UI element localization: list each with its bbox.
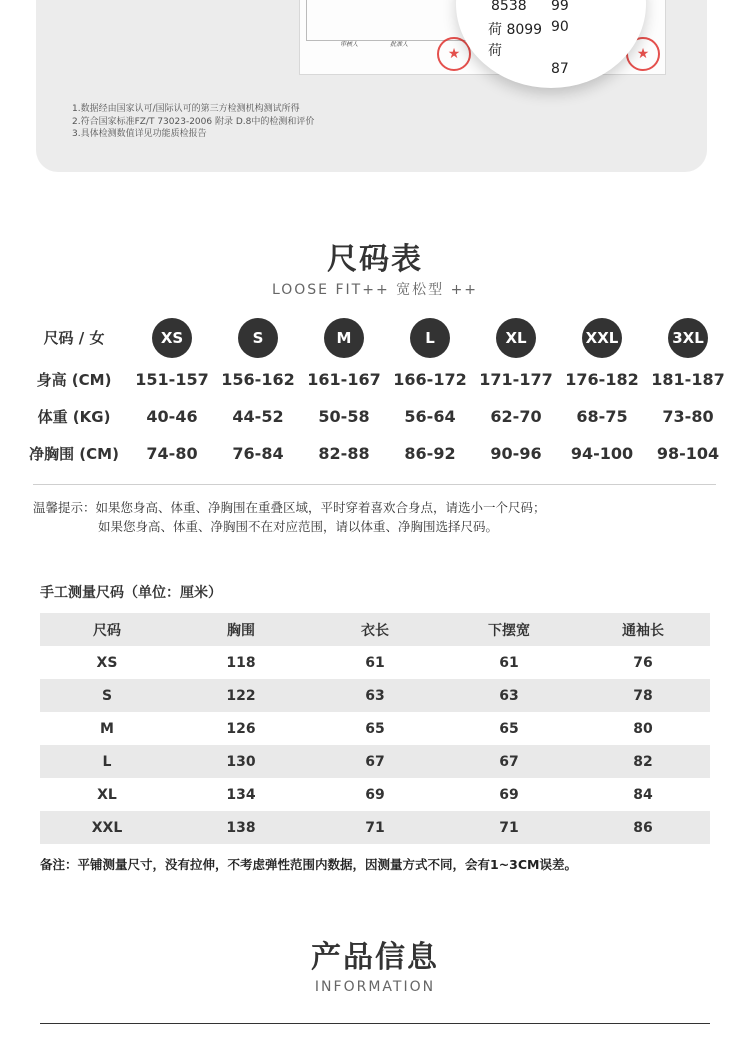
size-badge-s: S: [238, 318, 278, 358]
magnifier-value: 90: [551, 19, 569, 35]
table-row: [40, 646, 710, 679]
magnifier-value: 8538: [491, 0, 527, 14]
measure-table-title: 手工测量尺码（单位：厘米）: [40, 585, 222, 601]
size-row-weight: [20, 397, 730, 437]
table-cell: 80: [633, 720, 653, 737]
table-cell: 65: [365, 720, 385, 737]
report-signature-2: 批准人: [390, 41, 409, 48]
table-cell: 67: [365, 753, 385, 770]
size-badge-xl: XL: [496, 318, 536, 358]
section-divider: [33, 484, 716, 485]
table-header-row: [40, 613, 710, 646]
measure-note: 备注：平铺测量尺寸，没有拉伸，不考虑弹性范围内数据，因测量方式不同，会有1~3CM误差。: [40, 857, 577, 872]
tip-line: 如果您身高、体重、净胸围不在对应范围，请以体重、净胸围选择尺码。: [98, 519, 499, 534]
table-cell: 63: [499, 687, 519, 704]
table-cell: 78: [633, 687, 653, 704]
size-cell: 98-104: [656, 444, 720, 463]
size-chart-subtitle: LOOSE FIT++ 宽松型 ++: [271, 282, 479, 298]
size-cell: 44-52: [232, 407, 284, 426]
row-label: 体重 (KG): [37, 408, 111, 426]
magnifier-value: 99: [551, 0, 569, 14]
magnifier-value: 87: [551, 61, 569, 77]
size-cell: 82-88: [318, 444, 370, 463]
column-header: 下摆宽: [488, 622, 530, 639]
size-cell: 176-182: [565, 370, 639, 389]
report-notes: [72, 103, 314, 141]
size-cell: 86-92: [404, 444, 456, 463]
size-cell: 171-177: [479, 370, 553, 389]
size-cell: 62-70: [490, 407, 542, 426]
table-cell: L: [102, 753, 112, 770]
magnifier-value: 荷: [488, 43, 502, 59]
official-stamp-icon-2: ★: [626, 37, 660, 71]
table-cell: 126: [226, 720, 256, 737]
table-cell: XXL: [91, 819, 123, 836]
size-cell: 56-64: [404, 407, 456, 426]
report-note: 2.符合国家标准FZ/T 73023-2006 附录 D.8中的检测和评价: [72, 116, 315, 127]
size-row-height: [20, 360, 730, 400]
size-cell: 181-187: [651, 370, 725, 389]
size-badge-l: L: [410, 318, 450, 358]
size-cell: 151-157: [135, 370, 209, 389]
size-header-row: [20, 318, 730, 358]
size-cell: 156-162: [221, 370, 295, 389]
table-cell: 69: [365, 786, 385, 803]
table-row: [40, 811, 710, 844]
size-row-chest: [20, 434, 730, 474]
size-cell: 166-172: [393, 370, 467, 389]
measure-table: [40, 613, 710, 844]
table-row: [40, 778, 710, 811]
table-cell: 69: [499, 786, 519, 803]
size-chart-title: 尺码表: [327, 242, 423, 277]
table-row: [40, 745, 710, 778]
report-signature-1: 审核人: [340, 41, 359, 48]
size-badge-3xl: 3XL: [668, 318, 708, 358]
table-cell: S: [101, 687, 113, 704]
table-cell: M: [100, 720, 114, 737]
size-badge-xs: XS: [152, 318, 192, 358]
size-cell: 161-167: [307, 370, 381, 389]
tip-line: 温馨提示：如果您身高、体重、净胸围在重叠区域，平时穿着喜欢合身点，请选小一个尺码；: [33, 500, 546, 515]
table-cell: 63: [365, 687, 385, 704]
size-cell: 68-75: [576, 407, 628, 426]
table-cell: 67: [499, 753, 519, 770]
table-cell: 86: [633, 819, 653, 836]
column-header: 尺码: [93, 622, 121, 639]
product-info-title: 产品信息: [311, 940, 439, 975]
table-cell: 71: [499, 819, 519, 836]
row-label: 身高 (CM): [36, 371, 112, 389]
table-cell: 122: [226, 687, 256, 704]
table-cell: 130: [226, 753, 256, 770]
size-cell: 40-46: [146, 407, 198, 426]
table-cell: XS: [96, 654, 118, 671]
report-note: 3.具体检测数值详见功能质检报告: [72, 129, 207, 139]
size-tips: [33, 498, 546, 536]
size-header-label: 尺码 / 女: [43, 329, 105, 347]
table-cell: 138: [226, 819, 256, 836]
column-header: 通袖长: [622, 622, 664, 639]
official-stamp-icon: ★: [437, 37, 471, 71]
bottom-divider: [40, 1023, 710, 1024]
size-badge-xxl: XXL: [582, 318, 622, 358]
row-label: 净胸围 (CM): [29, 445, 119, 463]
table-cell: 84: [633, 786, 653, 803]
table-cell: 76: [633, 654, 653, 671]
size-cell: 90-96: [490, 444, 542, 463]
table-row: [40, 679, 710, 712]
size-cell: 73-80: [662, 407, 714, 426]
table-cell: 61: [499, 654, 519, 671]
table-cell: 82: [633, 753, 653, 770]
table-cell: 71: [365, 819, 385, 836]
size-badge-m: M: [324, 318, 364, 358]
size-cell: 76-84: [232, 444, 284, 463]
table-cell: 65: [499, 720, 519, 737]
column-header: 胸围: [227, 622, 255, 639]
size-cell: 50-58: [318, 407, 370, 426]
magnifier-value: 荷 8099: [488, 22, 543, 38]
table-cell: 134: [226, 786, 256, 803]
size-cell: 74-80: [146, 444, 198, 463]
size-cell: 94-100: [570, 444, 634, 463]
table-cell: XL: [97, 786, 117, 803]
report-note: 1.数据经由国家认可/国际认可的第三方检测机构测试所得: [72, 104, 300, 114]
column-header: 衣长: [361, 622, 389, 639]
table-cell: 118: [226, 654, 256, 671]
product-info-subtitle: INFORMATION: [314, 979, 436, 995]
table-row: [40, 712, 710, 745]
test-report-panel: [36, 0, 707, 172]
table-cell: 61: [365, 654, 385, 671]
